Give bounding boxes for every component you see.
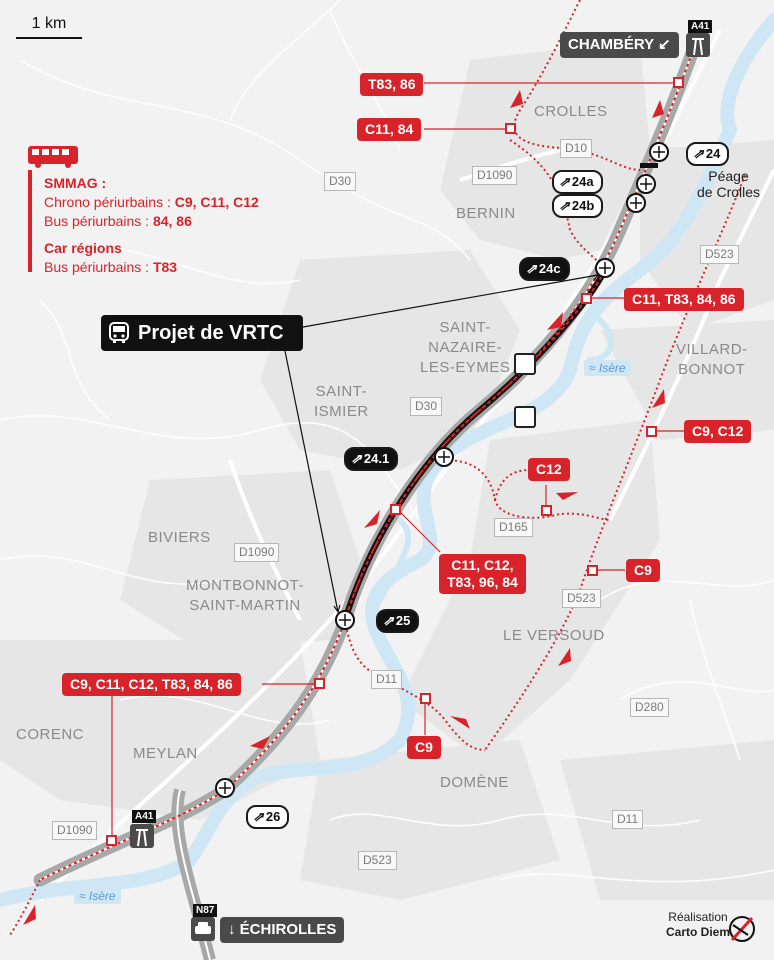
- road-d1090: D1090: [234, 543, 279, 562]
- road-d30: D30: [324, 172, 356, 191]
- exit-icon: ⇗: [559, 198, 570, 213]
- sign-echirolles-text: ÉCHIROLLES: [239, 921, 337, 938]
- legend-chrono-lines: C9, C11, C12: [174, 194, 259, 210]
- water-waves-icon: ≈: [589, 361, 599, 375]
- legend-bus-lines: 84, 86: [152, 213, 192, 229]
- exit-icon: ⇗: [526, 261, 537, 276]
- exit-24c-label: 24c: [538, 261, 561, 276]
- legend-car-title: Car régions: [44, 240, 122, 256]
- stop-label[interactable]: C11, T83, 84, 86: [624, 288, 744, 311]
- place-villard-bonnot: [676, 340, 748, 380]
- shield-a41-top: A41: [688, 20, 712, 33]
- legend-bus-label: Bus périurbains :: [44, 213, 153, 229]
- legend-car-label: Bus périurbains :: [44, 259, 153, 275]
- stop-label[interactable]: C9, C11, C12, T83, 84, 86: [62, 673, 241, 696]
- fuel-station-icon: [514, 353, 536, 375]
- exit-24a[interactable]: [552, 170, 603, 194]
- toll-line2: de Crolles: [697, 184, 761, 200]
- vrtc-project-text: Projet de VRTC: [138, 322, 284, 344]
- fuel-station-icon: [514, 406, 536, 428]
- exit-24c[interactable]: [519, 257, 570, 281]
- place-bernin: BERNIN: [456, 205, 516, 222]
- road-d523: D523: [700, 245, 739, 264]
- exit-25[interactable]: [376, 609, 419, 633]
- place-meylan: MEYLAN: [133, 745, 198, 762]
- exit-25-label: 25: [395, 613, 411, 628]
- place-saint-ismier-l1: SAINT-: [315, 383, 368, 400]
- place-montbonnot: [186, 576, 304, 616]
- motorway-icon-bottom: [130, 824, 154, 848]
- stop-label-line1: C11, C12,: [451, 557, 514, 573]
- toll-line1: Péage: [708, 168, 749, 184]
- exit-24b[interactable]: [552, 194, 603, 218]
- road-d11: D11: [371, 670, 402, 689]
- credits: [666, 910, 730, 940]
- legend-chrono-label: Chrono périurbains :: [44, 194, 175, 210]
- car-icon: [191, 917, 215, 941]
- exit-icon: ⇗: [253, 809, 264, 824]
- place-saint-nazaire-l3: LES-EYMES: [420, 359, 511, 376]
- stop-label[interactable]: C9, C12: [684, 420, 751, 443]
- exit-24-label: 24: [705, 146, 721, 161]
- road-d165: D165: [494, 518, 533, 537]
- road-d11: D11: [612, 810, 643, 829]
- legend-text: [44, 174, 259, 277]
- shield-n87: N87: [193, 904, 217, 917]
- road-d30: D30: [410, 397, 442, 416]
- place-montbonnot-l2: SAINT-MARTIN: [189, 597, 301, 614]
- stop-label[interactable]: C11, 84: [357, 118, 421, 141]
- stop-label[interactable]: [439, 554, 526, 594]
- place-villard-l1: VILLARD-: [676, 341, 748, 358]
- stop-label[interactable]: C12: [528, 458, 570, 481]
- exit-icon: ⇗: [383, 613, 394, 628]
- vrtc-project-label[interactable]: [101, 315, 303, 351]
- bus-icon: [109, 322, 129, 344]
- place-le-versoud: LE VERSOUD: [503, 627, 605, 644]
- place-biviers: BIVIERS: [148, 529, 211, 546]
- stop-label[interactable]: C9: [407, 736, 441, 759]
- sign-chambery-text: CHAMBÉRY: [568, 36, 654, 53]
- exit-icon: ⇗: [559, 174, 570, 189]
- road-d523: D523: [562, 589, 601, 608]
- sign-chambery: [560, 32, 679, 58]
- exit-24b-label: 24b: [571, 198, 595, 213]
- legend-car-lines: T83: [152, 259, 178, 275]
- place-saint-ismier-l2: ISMIER: [314, 403, 369, 420]
- exit-icon: ⇗: [693, 146, 704, 161]
- water-isere-text: Isère: [598, 361, 626, 375]
- scale-label: 1 km: [31, 15, 67, 32]
- exit-24-1-label: 24.1: [363, 451, 390, 466]
- water-waves-icon: ≈: [79, 889, 89, 903]
- exit-24a-label: 24a: [571, 174, 594, 189]
- exit-icon: ⇗: [351, 451, 362, 466]
- place-saint-ismier: [314, 382, 369, 422]
- water-isere-text: Isère: [88, 889, 116, 903]
- place-villard-l2: BONNOT: [678, 361, 746, 378]
- shield-a41-bottom: A41: [132, 810, 156, 823]
- stop-label[interactable]: C9: [626, 559, 660, 582]
- road-d1090: D1090: [472, 166, 517, 185]
- legend-bar: [28, 170, 32, 272]
- sign-echirolles: [220, 917, 344, 943]
- place-corenc: CORENC: [16, 726, 85, 743]
- place-saint-nazaire-l1: SAINT-: [439, 319, 491, 336]
- place-montbonnot-l1: MONTBONNOT-: [186, 577, 304, 594]
- place-saint-nazaire-l2: NAZAIRE-: [428, 339, 503, 356]
- place-saint-nazaire: [420, 318, 510, 378]
- toll-label: [697, 168, 760, 200]
- arrow-down-icon: ↓: [228, 921, 236, 938]
- road-d1090: D1090: [52, 821, 97, 840]
- road-d10: D10: [560, 139, 592, 158]
- carto-diem-logo: [730, 917, 754, 941]
- stop-label[interactable]: T83, 86: [360, 73, 423, 96]
- exit-24-1[interactable]: [344, 447, 398, 471]
- water-isere: [74, 888, 121, 904]
- motorway-icon: [686, 33, 710, 57]
- credits-line2: Carto Diem: [665, 925, 730, 939]
- legend-bus-icon: [28, 146, 78, 168]
- exit-26-label: 26: [265, 809, 281, 824]
- legend-smmag-title: SMMAG :: [44, 175, 107, 191]
- place-domene: DOMÈNE: [440, 774, 509, 791]
- road-d523: D523: [358, 851, 397, 870]
- credits-line1: Réalisation: [668, 910, 728, 924]
- stop-label-line2: T83, 96, 84: [447, 574, 518, 590]
- water-isere: [584, 360, 631, 376]
- exit-24[interactable]: [686, 142, 729, 166]
- place-crolles: CROLLES: [534, 103, 608, 120]
- arrow-down-left-icon: ↙: [658, 36, 671, 53]
- exit-26[interactable]: [246, 805, 289, 829]
- road-d280: D280: [630, 698, 669, 717]
